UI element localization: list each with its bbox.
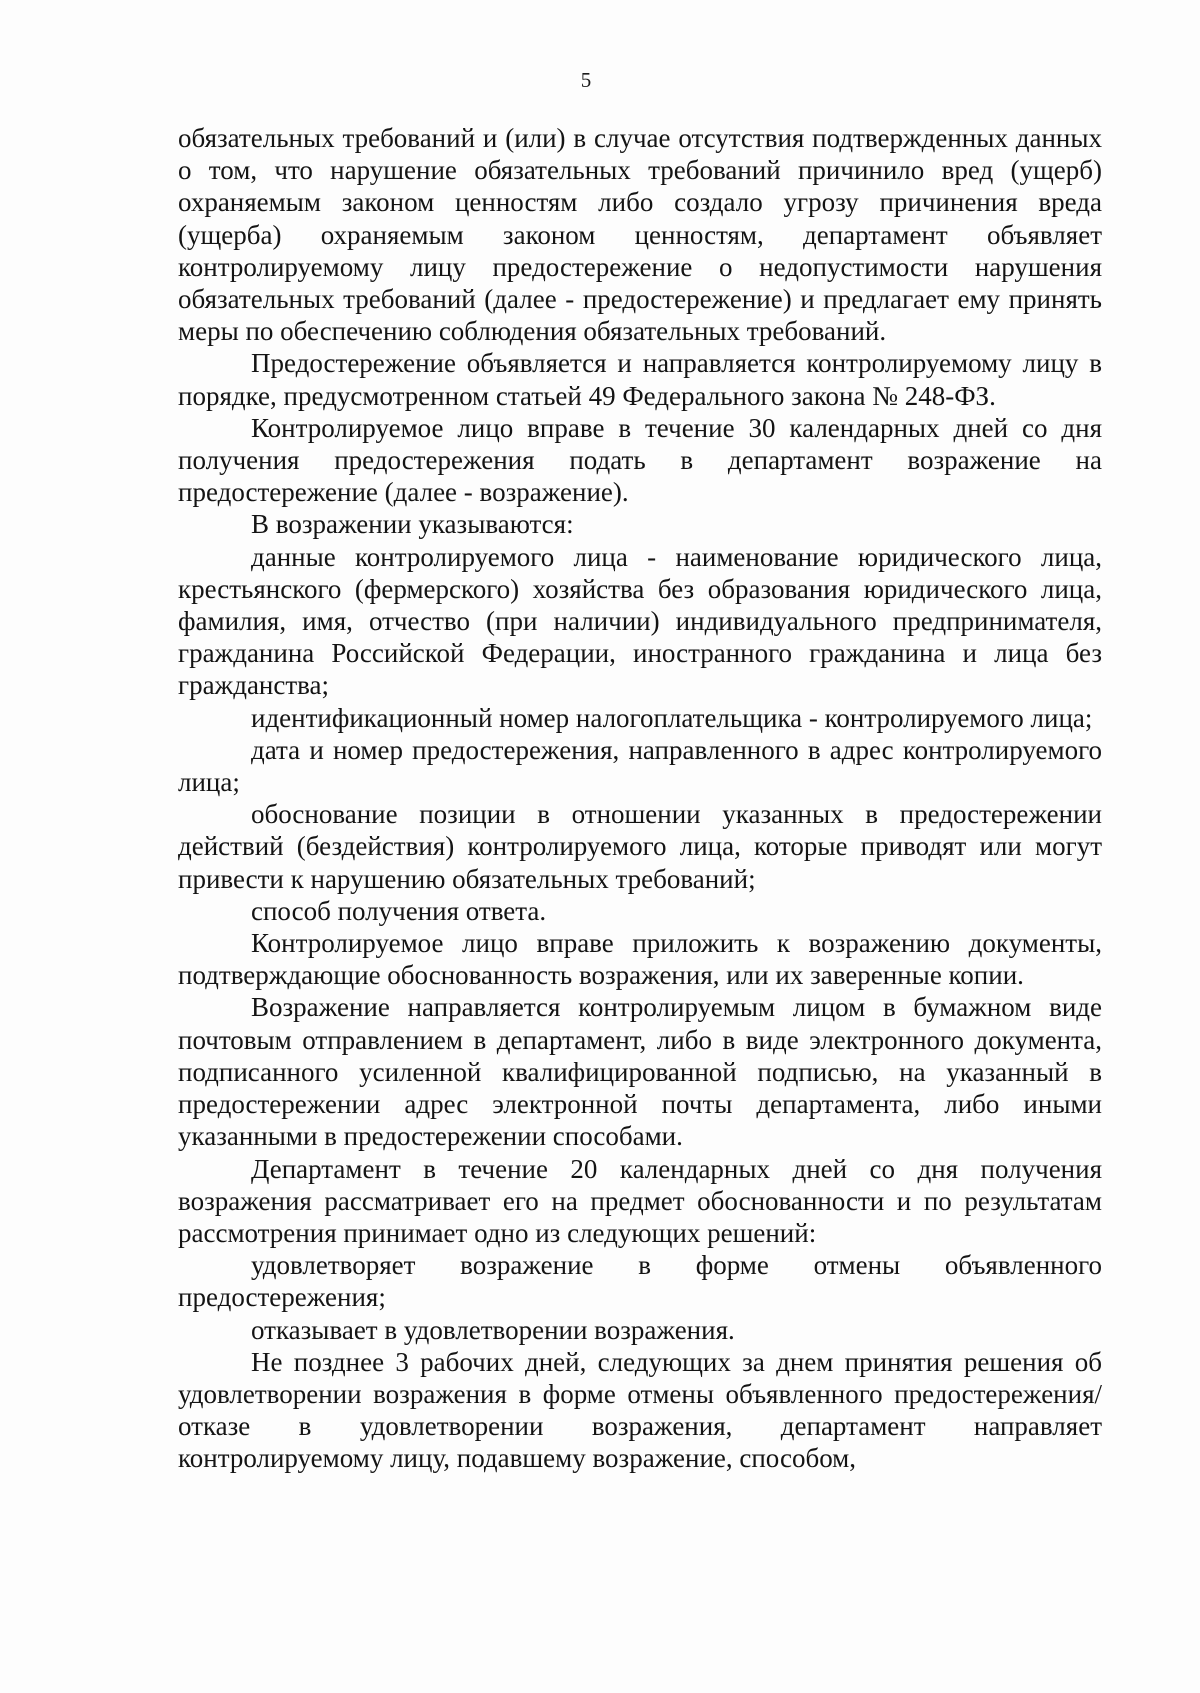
paragraph-decision-refuse: отказывает в удовлетворении возражения.	[251, 1314, 735, 1345]
paragraph-objection-item-justification: обоснование позиции в отношении указанных в предостережении действий (бездействия) контролируемого лица, которые приводят или могут привести к нарушению обязательных требований;	[178, 799, 1102, 894]
paragraph-objection-contents-intro: В возражении указываются:	[251, 509, 574, 540]
paragraph-decision-satisfy: удовлетворяет возражение в форме отмены объявленного предостережения;	[178, 1250, 1102, 1313]
paragraph-objection-review: Департамент в течение 20 календарных дней со дня получения возражения рассматривает его на предмет обоснованности и по результатам рассмотрения принимает одно из следующих решений:	[178, 1153, 1102, 1248]
paragraph-objection-item-inn: идентификационный номер налогоплательщика - контролируемого лица;	[251, 702, 1093, 733]
paragraph-objection-item-reply-method: способ получения ответа.	[251, 895, 547, 926]
paragraph-warning-announcement: Предостережение объявляется и направляется контролируемому лицу в порядке, предусмотренном статьей 49 Федерального закона № 248-ФЗ.	[178, 348, 1102, 411]
paragraph-objection-submission: Возражение направляется контролируемым лицом в бумажном виде почтовым отправлением в департамент, либо в виде электронного документа, подписанного усиленной квалифицированной подписью, на указанный в предостережении адрес электронной почты департамента, либо иными указанными в предостережении способами.	[178, 992, 1102, 1152]
paragraph-continuation: обязательных требований и (или) в случае отсутствия подтвержденных данных о том, что нарушение обязательных требований причинило вред (ущерб) охраняемым законом ценностям либо создало угрозу причинения вреда (ущерба) охраняемым законом ценностям, департамент объявляет контролируемому лицу предостережение о недопустимости нарушения обязательных требований (далее - предостережение) и предлагает ему принять меры по обеспечению соблюдения обязательных требований.	[178, 123, 1102, 347]
paragraph-objection-right: Контролируемое лицо вправе в течение 30 календарных дней со дня получения предостережения подать в департамент возражение на предостережение (далее - возражение).	[178, 412, 1102, 508]
page-number: 5	[580, 68, 592, 92]
paragraph-attachments: Контролируемое лицо вправе приложить к возражению документы, подтверждающие обоснованность возражения, или их заверенные копии.	[178, 928, 1102, 991]
paragraph-decision-notification: Не позднее 3 рабочих дней, следующих за днем принятия решения об удовлетворении возражения в форме отмены объявленного предостережения/ отказе в удовлетворении возражения, департамент направляет контролируемому лицу, подавшему возражение, способом,	[178, 1346, 1102, 1474]
paragraph-objection-item-date: дата и номер предостережения, направленного в адрес контролируемого лица;	[178, 734, 1102, 798]
document-body	[178, 122, 1102, 1475]
paragraph-objection-item-data: данные контролируемого лица - наименование юридического лица, крестьянского (фермерского) хозяйства без образования юридического лица, фамилия, имя, отчество (при наличии) индивидуального предпринимателя, гражданина Российской Федерации, иностранного гражданина и лица без гражданства;	[178, 541, 1102, 701]
